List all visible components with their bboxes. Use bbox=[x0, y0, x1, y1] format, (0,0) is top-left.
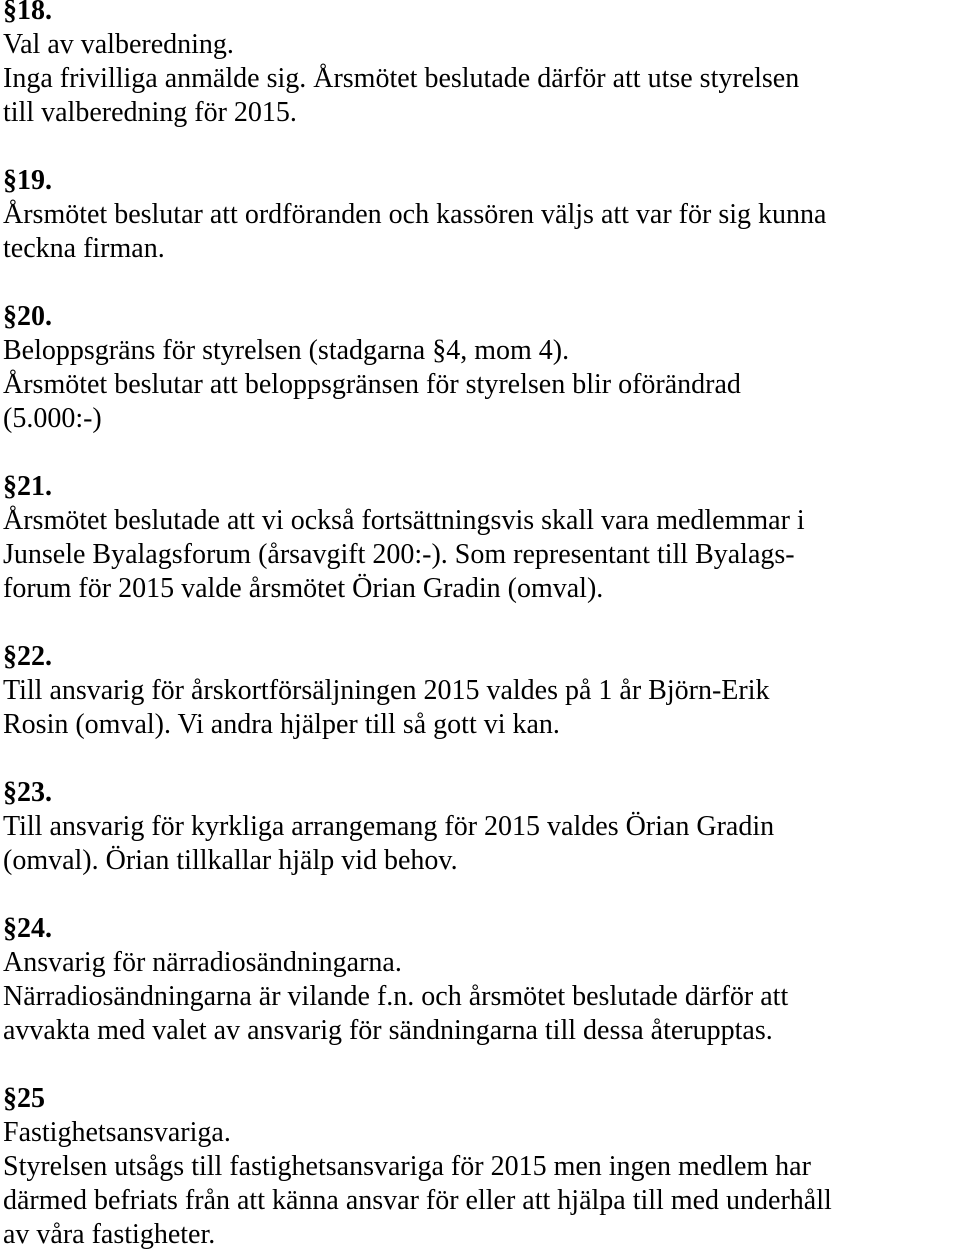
section-25-line: därmed befriats från att känna ansvar för eller att hjälpa till med underhåll bbox=[3, 1185, 832, 1216]
section-21-line: Junsele Byalagsforum (årsavgift 200:-). Som representant till Byalags- bbox=[3, 539, 795, 570]
section-22-heading: §22. bbox=[3, 641, 52, 672]
section-21-line: forum för 2015 valde årsmötet Örian Gradin (omval). bbox=[3, 573, 604, 604]
section-20-line: Beloppsgräns för styrelsen (stadgarna §4, mom 4). bbox=[3, 335, 570, 366]
section-23-line: Till ansvarig för kyrkliga arrangemang för 2015 valdes Örian Gradin bbox=[3, 811, 775, 842]
section-25-line: Fastighetsansvariga. bbox=[3, 1117, 231, 1148]
section-18-line: Inga frivilliga anmälde sig. Årsmötet beslutade därför att utse styrelsen bbox=[3, 63, 800, 94]
section-19-line: teckna firman. bbox=[3, 233, 165, 264]
section-25-heading: §25 bbox=[3, 1083, 45, 1114]
section-22-line: Till ansvarig för årskortförsäljningen 2015 valdes på 1 år Björn-Erik bbox=[3, 675, 770, 706]
section-24-heading: §24. bbox=[3, 913, 52, 944]
section-23-line: (omval). Örian tillkallar hjälp vid behov. bbox=[3, 845, 458, 876]
section-20-line: (5.000:-) bbox=[3, 403, 102, 434]
section-24-line: Närradiosändningarna är vilande f.n. och årsmötet beslutade därför att bbox=[3, 981, 789, 1012]
section-19-heading: §19. bbox=[3, 165, 52, 196]
section-22-line: Rosin (omval). Vi andra hjälper till så gott vi kan. bbox=[3, 709, 560, 740]
section-23-heading: §23. bbox=[3, 777, 52, 808]
section-24-line: avvakta med valet av ansvarig för sändningarna till dessa återupptas. bbox=[3, 1015, 773, 1046]
section-19-line: Årsmötet beslutar att ordföranden och kassören väljs att var för sig kunna bbox=[3, 199, 827, 230]
section-18-line: Val av valberedning. bbox=[3, 29, 234, 60]
section-20-heading: §20. bbox=[3, 301, 52, 332]
section-18-heading: §18. bbox=[3, 0, 52, 26]
section-25-line: Styrelsen utsågs till fastighetsansvariga för 2015 men ingen medlem har bbox=[3, 1151, 811, 1182]
section-25-line: av våra fastigheter. bbox=[3, 1219, 216, 1250]
section-24-line: Ansvarig för närradiosändningarna. bbox=[3, 947, 402, 978]
section-20-line: Årsmötet beslutar att beloppsgränsen för styrelsen blir oförändrad bbox=[3, 369, 741, 400]
section-18-line: till valberedning för 2015. bbox=[3, 97, 297, 128]
section-21-heading: §21. bbox=[3, 471, 52, 502]
section-21-line: Årsmötet beslutade att vi också fortsättningsvis skall vara medlemmar i bbox=[3, 505, 805, 536]
